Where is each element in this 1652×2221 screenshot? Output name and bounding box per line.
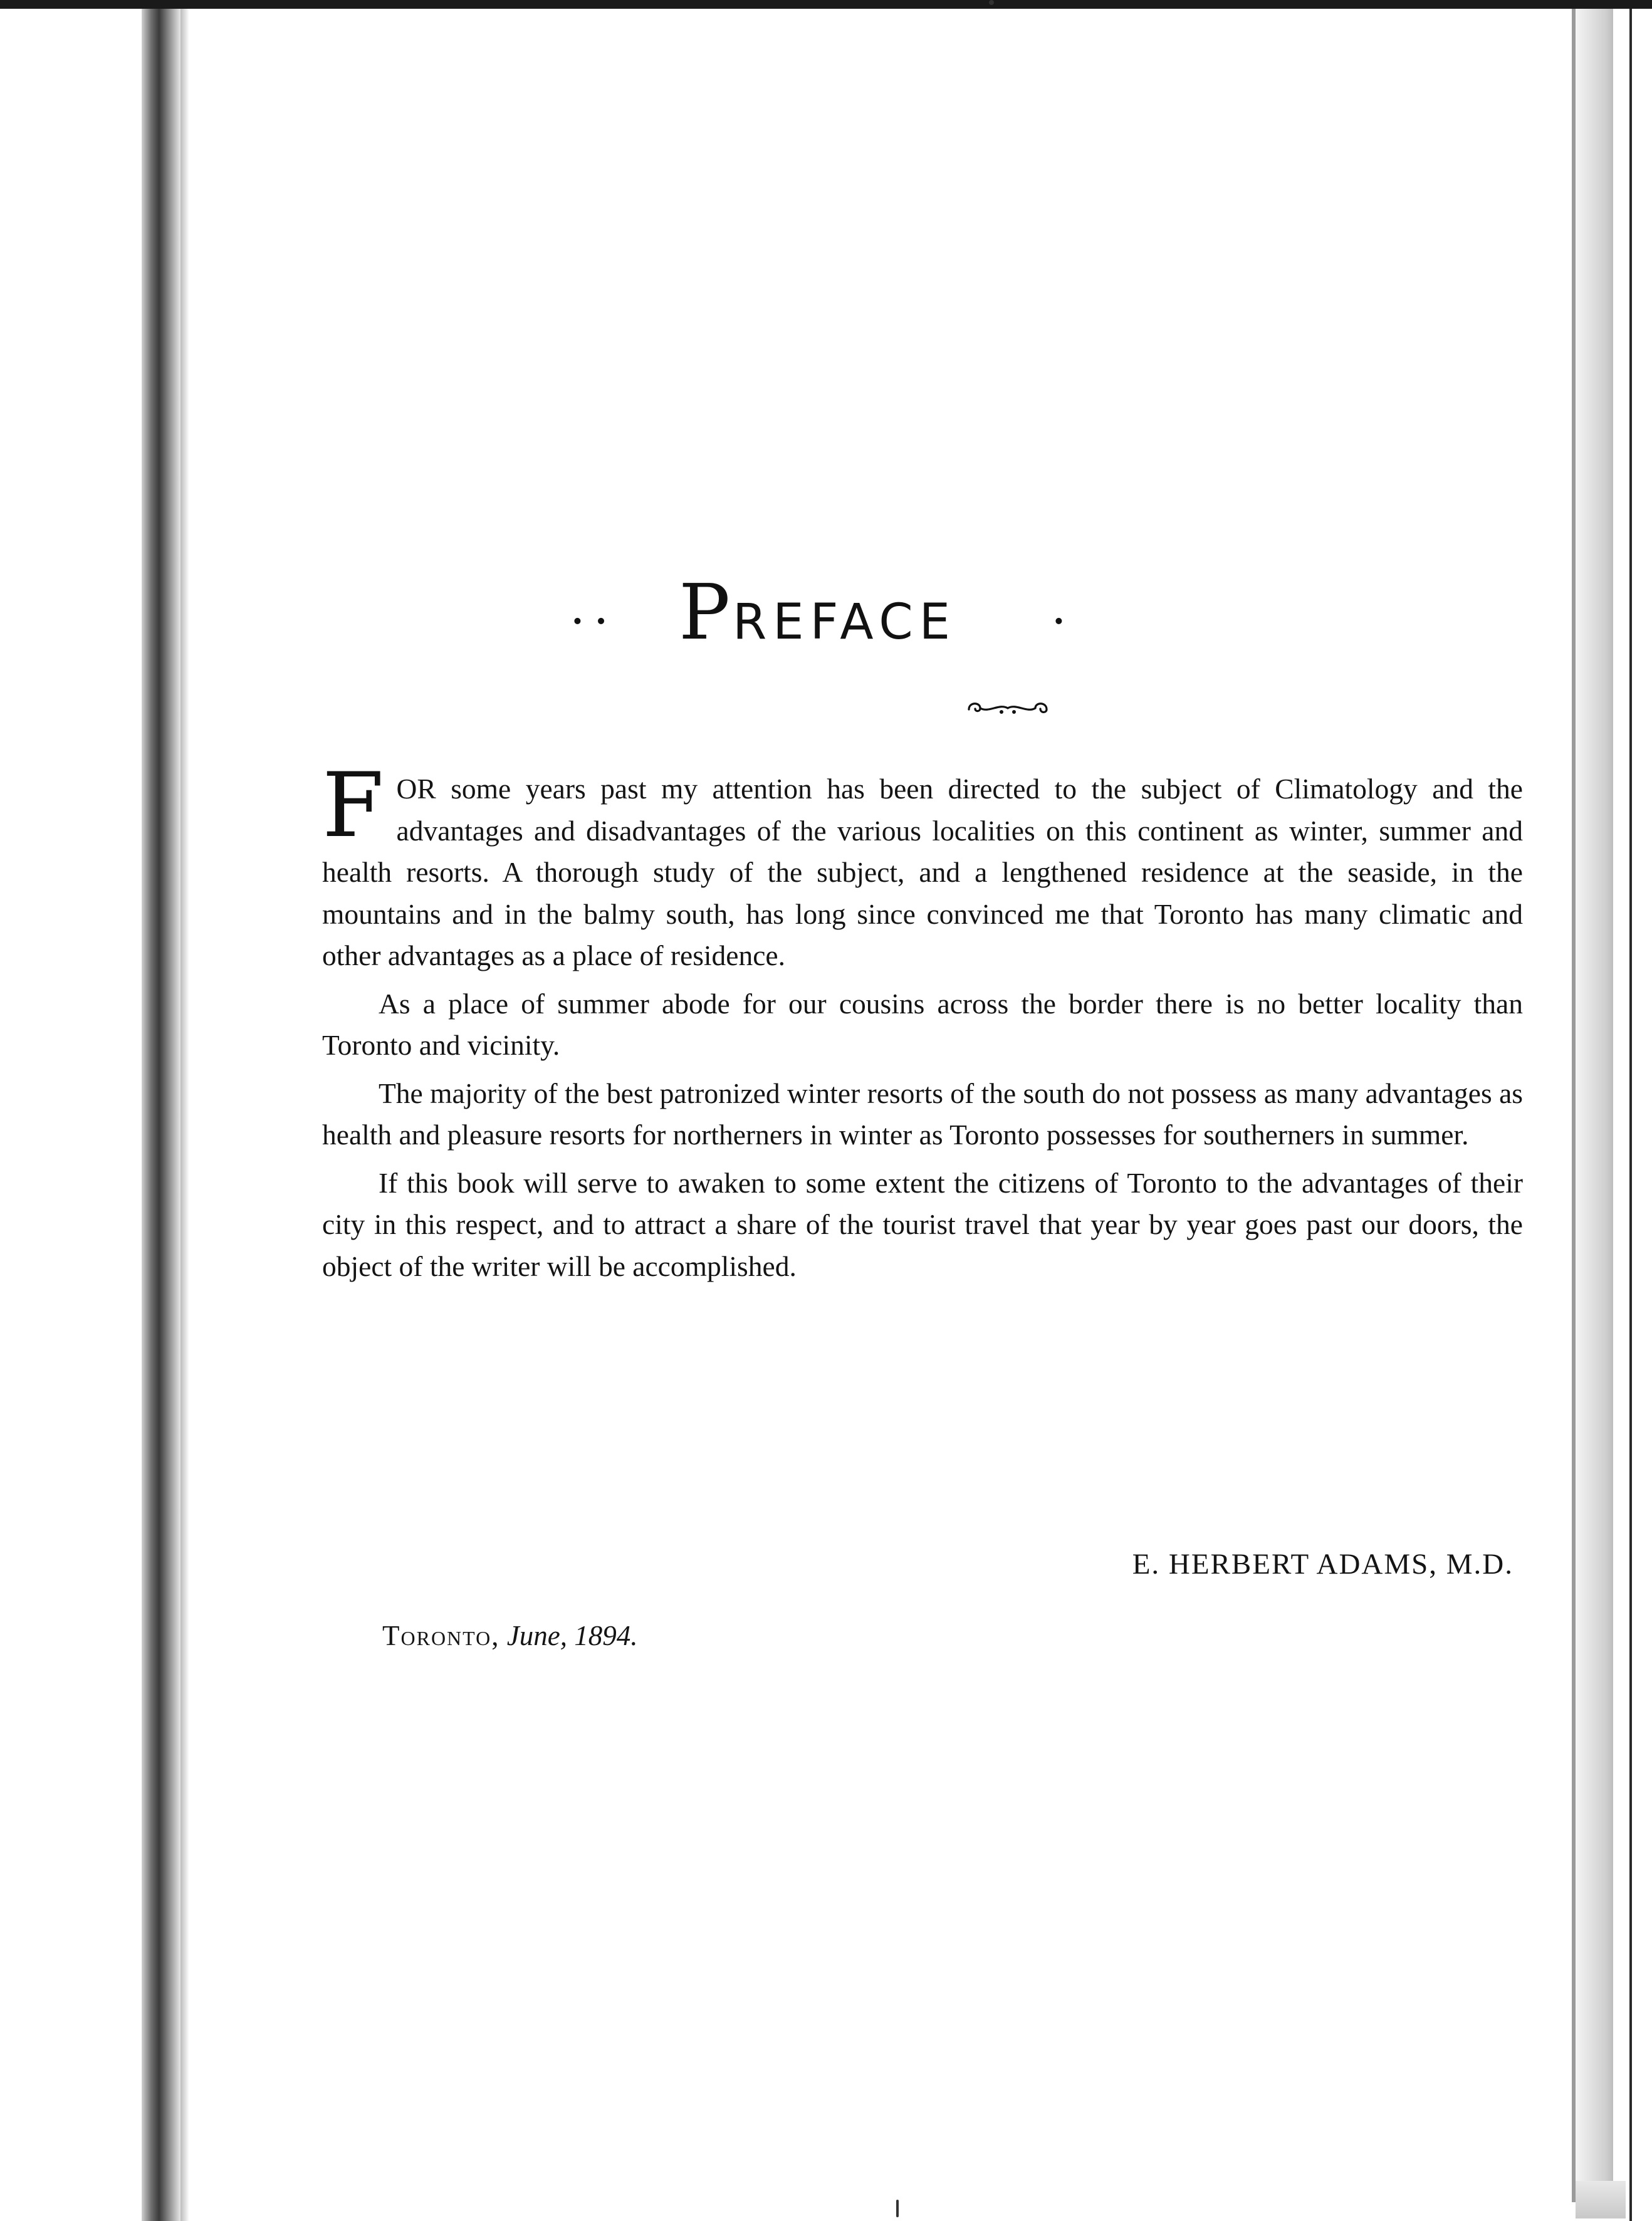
page-stack-edge [1576,9,1613,2215]
dateline-city: Toronto, [382,1620,500,1651]
dateline-year: 1894. [574,1620,638,1651]
paragraph-4: If this book will serve to awaken to some extent the citizens of Toronto to the advantages of their city in this respect, and to attract a share of the tourist travel that year by year goes past our doors, the object of the writer will be accomplished. [322,1166,1523,1282]
scan-top-border [0,0,1652,9]
scan-right-margin [1613,9,1652,2221]
drop-cap: F [322,754,384,857]
paragraph-1-text: some years past my attention has been directed to the subject of Climatology and the advantages and disadvantages of the various localities on this continent as winter, summer and health resorts. A thorough study of the subject, and a lengthened residence at the seaside, in the mountains and in the balmy south, has long since convinced me that Toronto has many climatic and other advantages as a place of residence. [322,773,1523,971]
gutter-shadow [180,9,189,2221]
preface-body [322,754,1523,1293]
paragraph-1-lead: OR [396,773,436,805]
scroll-flourish-icon [964,697,1052,718]
paragraph-2: As a place of summer abode for our cousins across the border there is no better locality than Toronto and vicinity. [322,987,1523,1061]
heading-dot-right: . [1053,592,1065,632]
page-stack-bottom [1576,2181,1626,2218]
scan-speck [989,0,994,5]
scan-right-border [1629,9,1632,2221]
page-title [679,568,956,657]
paragraph-3: The majority of the best patronized winter resorts of the south do not possess as many advantages as health and pleasure resorts for northerners in winter as Toronto possesses for southerners in summer. [322,1077,1523,1151]
paragraph-1 [322,754,1523,977]
scan-speck [896,2200,899,2217]
author-signature: E. HERBERT ADAMS, M.D. [1132,1548,1513,1581]
heading-dots-left: . . [572,592,607,632]
dateline [382,1619,637,1652]
title-rest: REFACE [733,594,957,651]
title-initial: P [679,568,733,657]
dateline-month: June, [506,1620,567,1651]
book-page [189,9,1572,2221]
binding-gutter [142,9,180,2221]
